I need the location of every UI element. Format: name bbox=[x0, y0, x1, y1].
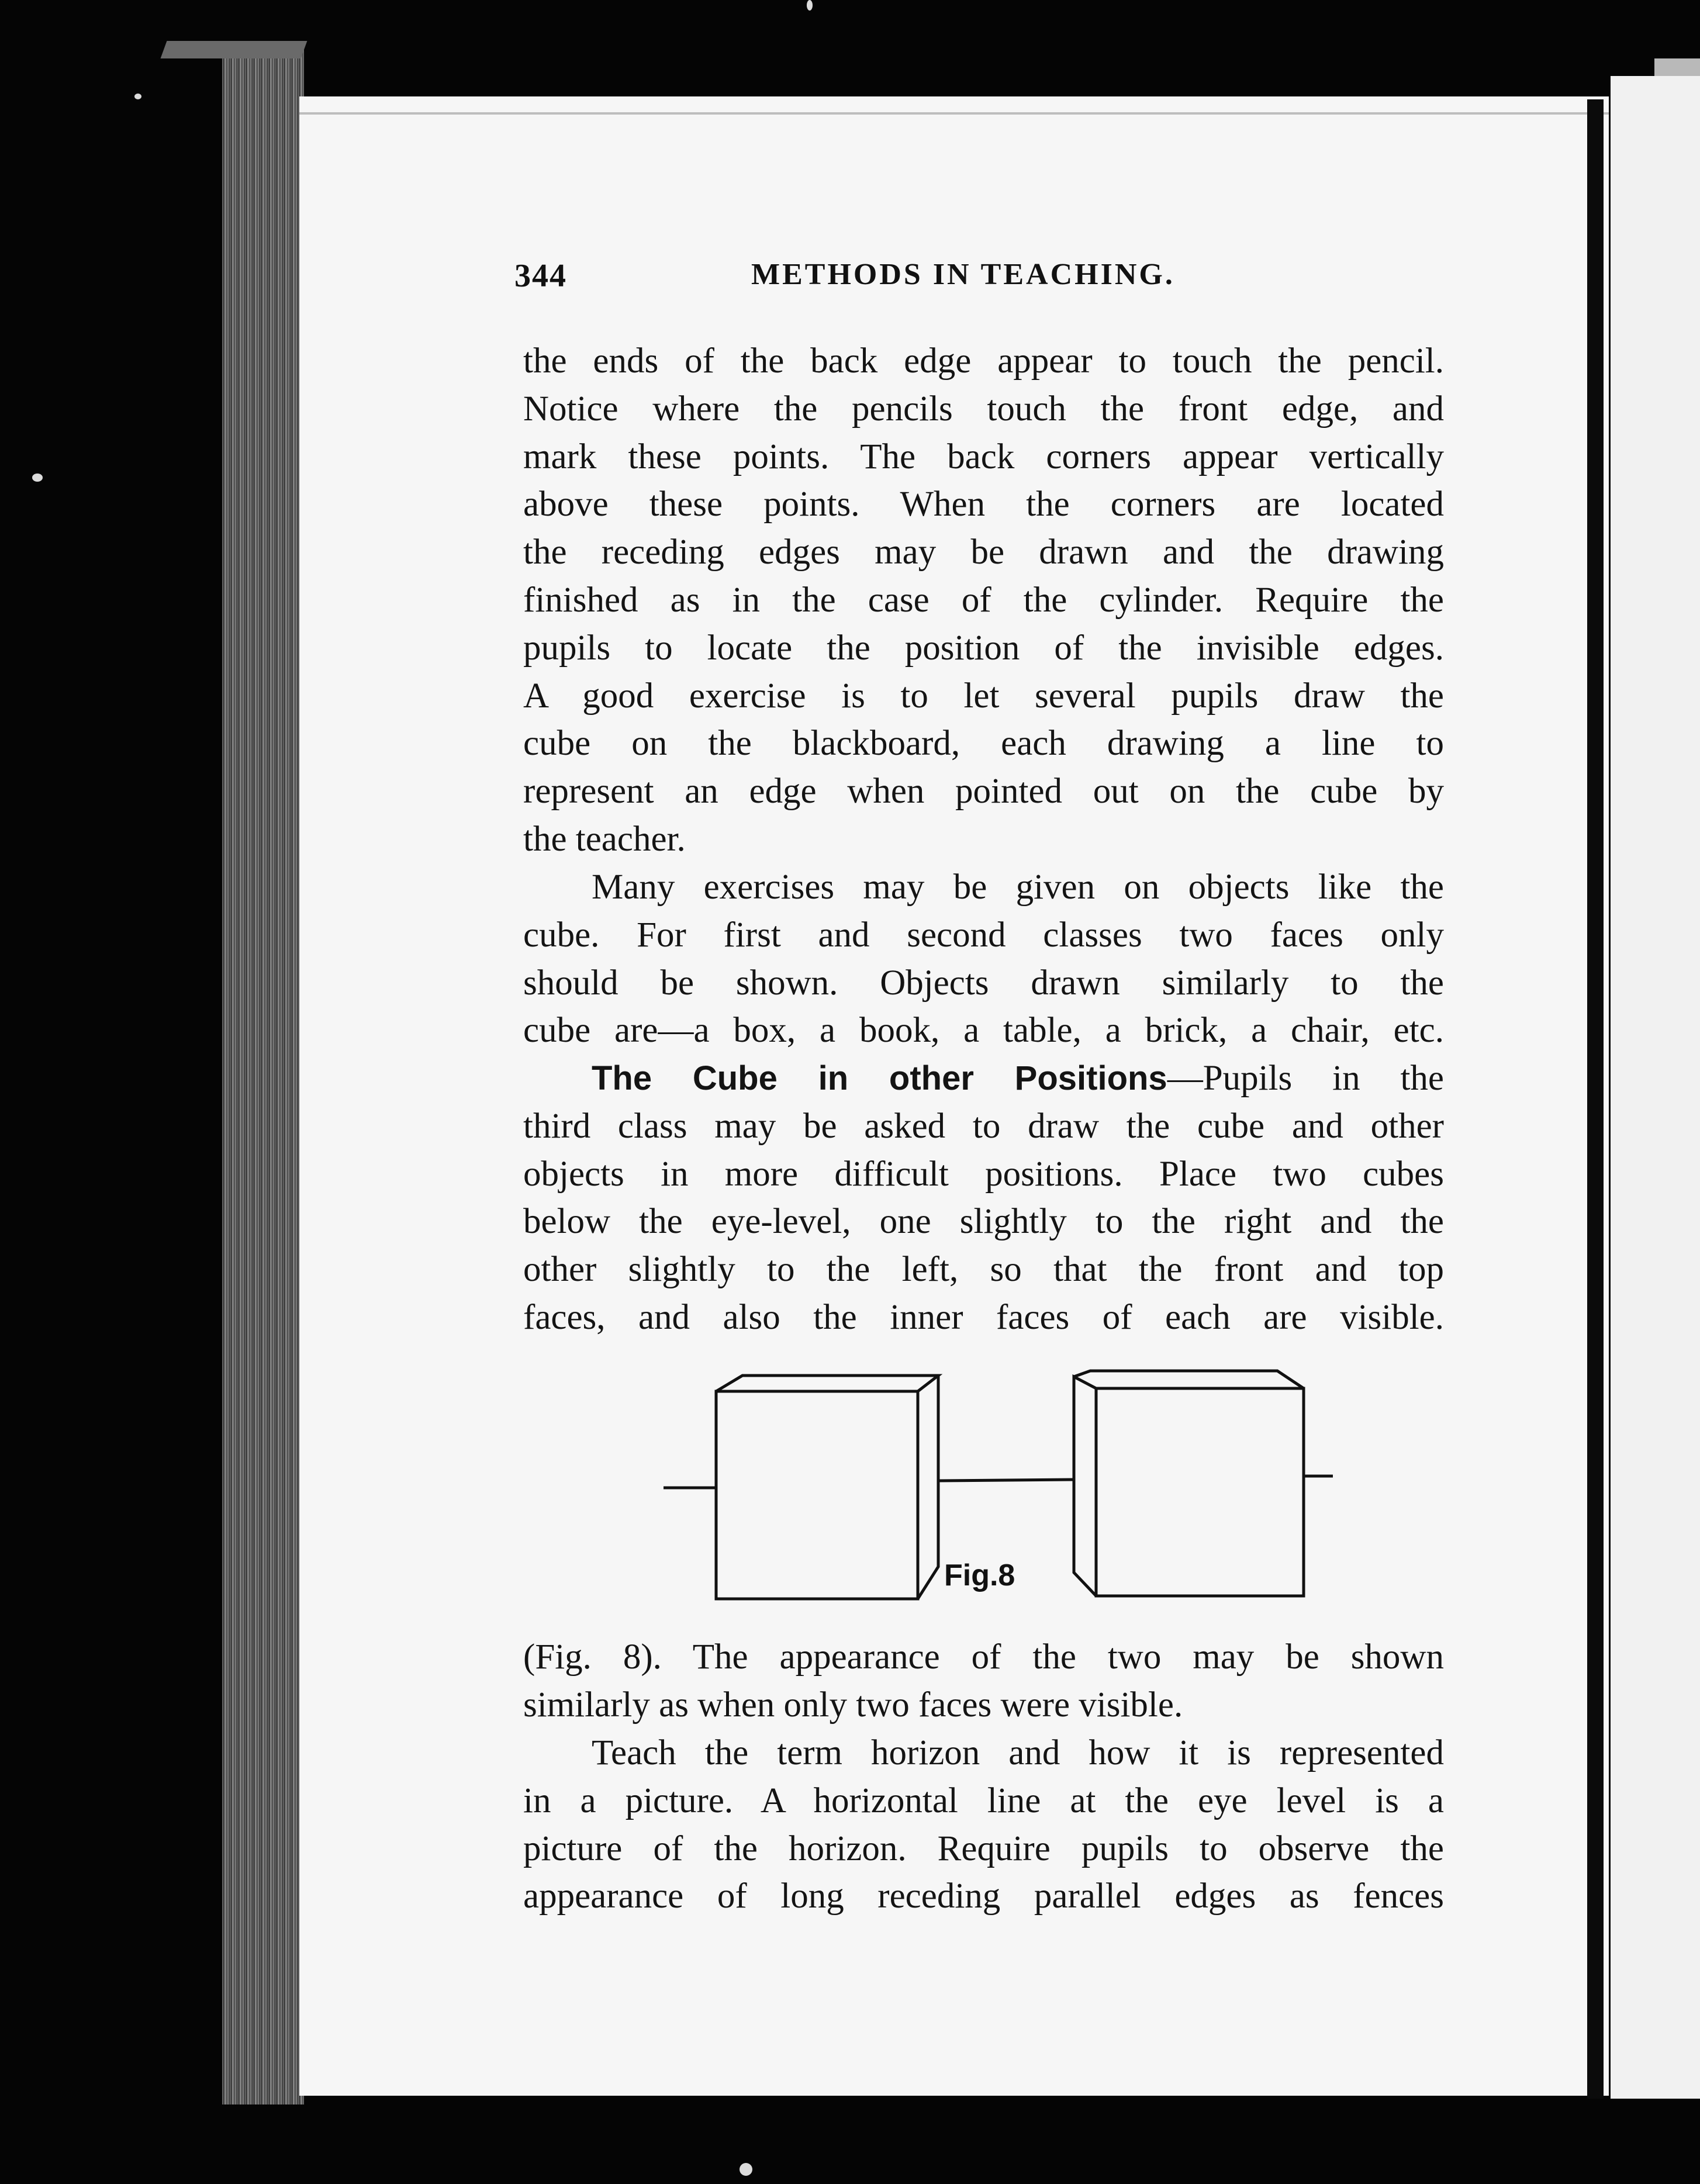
page-number: 344 bbox=[514, 258, 567, 294]
text-run: —Pupils in the bbox=[1167, 1059, 1444, 1098]
text-line: the ends of the back edge appear to touch the pencil. bbox=[523, 341, 1444, 381]
running-head: METHODS IN TEACHING. bbox=[751, 258, 1175, 291]
text-line: appearance of long receding parallel edges as fences bbox=[523, 1877, 1444, 1916]
left-cube-front-face bbox=[716, 1391, 918, 1599]
text-line: represent an edge when pointed out on the cube by bbox=[523, 772, 1444, 811]
text-line: cube. For first and second classes two faces only bbox=[523, 915, 1444, 955]
text-line: finished as in the case of the cylinder. Require the bbox=[523, 580, 1444, 620]
paragraph bbox=[523, 1055, 1444, 1342]
text-line: in a picture. A horizontal line at the eye level is a bbox=[523, 1781, 1444, 1820]
figure-label: Fig.8 bbox=[944, 1558, 1015, 1592]
paragraph bbox=[523, 1729, 1444, 1920]
text-line: pupils to locate the position of the invisible edges. bbox=[523, 628, 1444, 668]
section-heading: The Cube in other Positions bbox=[592, 1059, 1167, 1097]
text-line: below the eye-level, one slightly to the right and the bbox=[523, 1202, 1444, 1242]
page-header bbox=[514, 257, 1450, 298]
text-line: mark these points. The back corners appear vertically bbox=[523, 437, 1444, 476]
text-line: the receding edges may be drawn and the drawing bbox=[523, 533, 1444, 572]
text-line: Notice where the pencils touch the front edge, and bbox=[523, 389, 1444, 428]
text-line: (Fig. 8). The appearance of the two may be shown bbox=[523, 1637, 1444, 1677]
right-cube-top-face bbox=[1074, 1371, 1304, 1388]
scan-speck bbox=[740, 2163, 752, 2176]
facing-page bbox=[1611, 76, 1700, 2099]
right-cube-front-face bbox=[1096, 1388, 1304, 1596]
text-line: above these points. When the corners are located bbox=[523, 485, 1444, 524]
left-cube-side-face bbox=[918, 1376, 938, 1599]
scan-speck bbox=[32, 474, 43, 482]
paragraph bbox=[523, 337, 1444, 863]
right-cube bbox=[1074, 1371, 1304, 1596]
text-line bbox=[523, 1055, 1444, 1103]
text-line: cube on the blackboard, each drawing a line to bbox=[523, 724, 1444, 763]
horizon-line-middle bbox=[938, 1480, 1073, 1481]
book-cover-edge bbox=[161, 41, 307, 58]
paragraph bbox=[523, 863, 1444, 1055]
text-line: other slightly to the left, so that the front and top bbox=[523, 1250, 1444, 1290]
figure-two-cubes bbox=[658, 1365, 1347, 1605]
text-line: the teacher. bbox=[523, 819, 686, 859]
text-line: objects in more difficult positions. Place two cubes bbox=[523, 1154, 1444, 1194]
text-line: similarly as when only two faces were visible. bbox=[523, 1685, 1183, 1725]
page-gutter bbox=[1587, 99, 1604, 2099]
text-line: Teach the term horizon and how it is represented bbox=[592, 1733, 1444, 1772]
text-line: cube are—a box, a book, a table, a brick, a chair, etc. bbox=[523, 1011, 1444, 1050]
page-top-shadow bbox=[299, 112, 1609, 115]
text-line: should be shown. Objects drawn similarly to the bbox=[523, 963, 1444, 1003]
text-line: picture of the horizon. Require pupils to observe the bbox=[523, 1829, 1444, 1868]
right-cube-side-face bbox=[1074, 1377, 1096, 1596]
text-line: faces, and also the inner faces of each are visible. bbox=[523, 1297, 1444, 1337]
text-line: A good exercise is to let several pupils draw the bbox=[523, 676, 1444, 716]
left-cube-top-face bbox=[716, 1376, 938, 1391]
scan-speck bbox=[807, 0, 813, 11]
left-cube bbox=[716, 1376, 938, 1599]
book-page-edges bbox=[222, 41, 304, 2104]
scan-speck bbox=[134, 94, 141, 99]
text-line: Many exercises may be given on objects like the bbox=[592, 868, 1444, 907]
text-line: third class may be asked to draw the cube and other bbox=[523, 1106, 1444, 1146]
paragraph bbox=[523, 1633, 1444, 1729]
